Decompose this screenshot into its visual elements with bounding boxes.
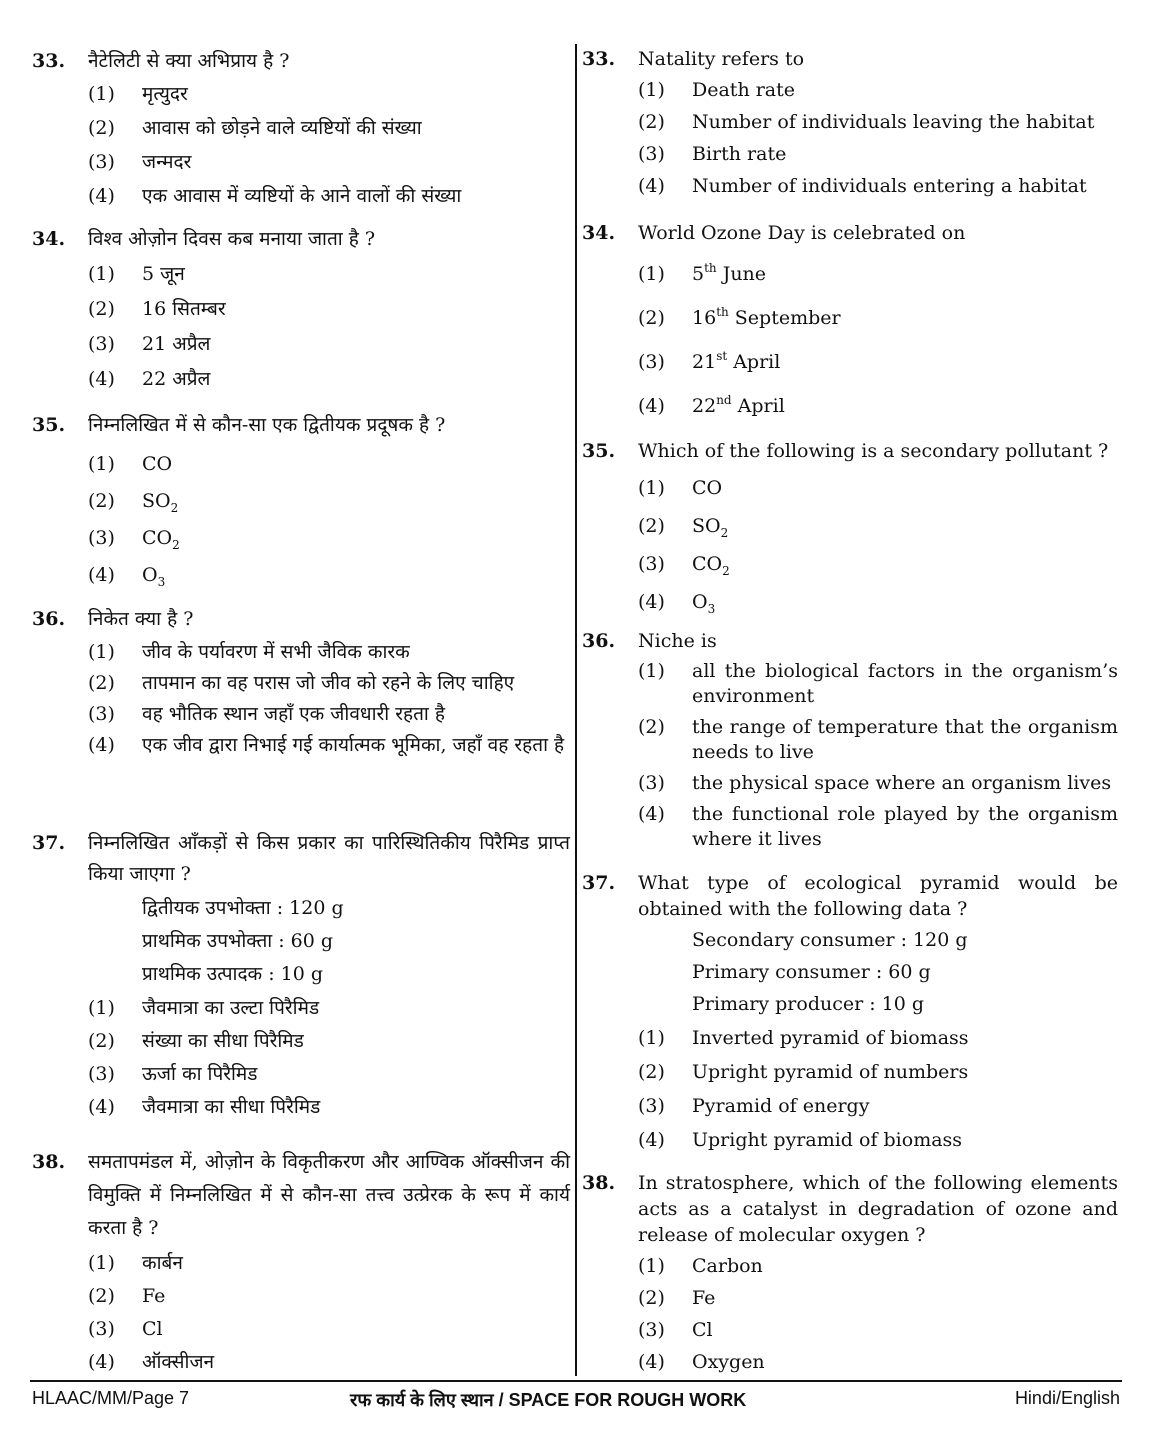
option-1: (1) 5th June [638,261,767,285]
language-label: Hindi/English [1014,1388,1120,1408]
question-number: 38. [32,1151,66,1173]
option-1: (1) CO [638,477,723,499]
option-1: (1) जैवमात्रा का उल्टा पिरैमिड [88,997,320,1019]
option-4: (4) एक आवास में व्यष्टियों के आने वालों की संख्या [88,185,462,207]
footer-rule [30,1380,1122,1382]
option-1: (1) जीव के पर्यावरण में सभी जैविक कारक [88,641,410,663]
data-line: द्वितीयक उपभोक्ता : 120 g [142,897,344,919]
question-33-en [582,46,1118,199]
option-2: (2) 16th September [638,305,841,329]
option-1: (1) all the biological factors in the organism’s environment [638,660,1118,707]
question-text: World Ozone Day is celebrated on [638,222,966,244]
question-35-en [582,438,1118,615]
option-1: (1) मृत्युदर [88,83,188,105]
option-2: (2) आवास को छोड़ने वाले व्यष्टियों की संख्या [88,117,422,139]
option-2: (2) Upright pyramid of numbers [638,1061,969,1083]
option-4: (4) Upright pyramid of biomass [638,1129,963,1151]
option-3: (3) 21st April [638,349,781,373]
option-4: (4) the functional role played by the organism where it lives [638,803,1118,850]
option-2: (2) Fe [638,1287,716,1309]
question-text: निम्नलिखित में से कौन-सा एक द्वितीयक प्रदूषक है ? [88,414,446,436]
question-number: 35. [582,440,616,462]
column-divider [575,44,577,1376]
rough-work-label: रफ कार्य के लिए स्थान / SPACE FOR ROUGH WORK [350,1390,747,1410]
data-line: प्राथमिक उपभोक्ता : 60 g [142,930,334,952]
option-4: (4) $O_3$ [88,564,166,589]
data-line: Primary consumer : 60 g [692,961,931,983]
question-number: 38. [582,1172,616,1194]
question-38-en [582,1170,1118,1375]
question-number: 35. [32,414,66,436]
question-text: समतापमंडल में, ओज़ोन के विकृतीकरण और आण्विक ऑक्सीजन की विमुक्ति में निम्नलिखित में से कौन-सा तत्त्व उत्प्रेरक के रूप में कार्य करता है ? [88,1151,570,1239]
option-4: (4) Number of individuals entering a habitat [638,175,1087,197]
option-3: (3) Cl [88,1318,163,1340]
question-number: 33. [582,48,616,70]
question-37-hi [32,828,570,1120]
question-34-en [582,220,1118,419]
option-3: (3) the physical space where an organism lives [638,772,1112,794]
question-number: 34. [582,222,616,244]
data-line: Secondary consumer : 120 g [692,929,968,951]
option-1: (1) Inverted pyramid of biomass [638,1027,969,1049]
question-33-hi [32,48,570,209]
question-35-hi [32,412,570,588]
option-3: (3) जन्मदर [88,151,192,173]
question-text: Which of the following is a secondary pollutant ? [638,440,1109,462]
data-line: Primary producer : 10 g [692,993,925,1015]
option-1: (1) Carbon [638,1255,763,1277]
question-number: 36. [32,608,66,630]
option-2: (2) तापमान का वह परास जो जीव को रहने के लिए चाहिए [88,672,515,694]
option-3: (3) ऊर्जा का पिरैमिड [88,1063,258,1085]
question-37-en [582,870,1118,1153]
option-2: (2) Number of individuals leaving the habitat [638,111,1095,133]
question-text: निम्नलिखित आँकड़ों से किस प्रकार का पारिस्थितिकीय पिरैमिड प्राप्त किया जाएगा ? [88,832,570,885]
option-3: (3) Pyramid of energy [638,1095,870,1117]
option-2: (2) संख्या का सीधा पिरैमिड [88,1030,304,1052]
data-line: प्राथमिक उत्पादक : 10 g [142,963,324,985]
option-1: (1) 5 जून [88,263,185,285]
question-text: विश्व ओज़ोन दिवस कब मनाया जाता है ? [88,228,376,250]
option-1: (1) कार्बन [88,1252,183,1274]
option-2: (2) $SO_2$ [88,490,179,515]
question-number: 37. [32,832,66,854]
question-38-hi [32,1146,570,1375]
question-number: 33. [32,50,66,72]
option-4: (4) 22nd April [638,393,785,417]
option-2: (2) the range of temperature that the organism needs to live [638,716,1118,763]
question-number: 34. [32,228,66,250]
option-4: (4) एक जीव द्वारा निभाई गई कार्यात्मक भूमिका, जहाँ वह रहता है [88,734,565,756]
option-4: (4) $O_3$ [638,591,716,616]
option-3: (3) Cl [638,1319,713,1341]
option-2: (2) $SO_2$ [638,515,729,540]
question-text: नैटेलिटी से क्या अभिप्राय है ? [88,50,290,72]
question-text: Niche is [638,630,717,652]
option-2: (2) Fe [88,1285,166,1307]
option-1: (1) CO [88,453,173,475]
question-36-en [582,628,1118,852]
question-text: In stratosphere, which of the following elements acts as a catalyst in degradation of ozone and release of molecular oxygen ? [638,1172,1118,1246]
question-text: निकेत क्या है ? [88,608,194,630]
option-4: (4) जैवमात्रा का सीधा पिरैमिड [88,1096,321,1118]
option-3: (3) $CO_2$ [88,527,180,552]
option-3: (3) $CO_2$ [638,553,730,578]
question-number: 36. [582,630,616,652]
option-4: (4) Oxygen [638,1351,765,1373]
option-4: (4) ऑक्सीजन [88,1351,215,1373]
option-3: (3) 21 अप्रैल [88,333,211,355]
question-text: Natality refers to [638,48,805,70]
page-code: HLAAC/MM/Page 7 [32,1388,190,1408]
question-text: What type of ecological pyramid would be obtained with the following data ? [638,872,1118,920]
option-3: (3) Birth rate [638,143,787,165]
option-2: (2) 16 सितम्बर [88,298,226,320]
question-36-hi [32,606,570,758]
option-1: (1) Death rate [638,79,796,101]
question-34-hi [32,226,570,392]
question-number: 37. [582,872,616,894]
option-4: (4) 22 अप्रैल [88,368,211,390]
option-3: (3) वह भौतिक स्थान जहाँ एक जीवधारी रहता है [88,703,445,725]
